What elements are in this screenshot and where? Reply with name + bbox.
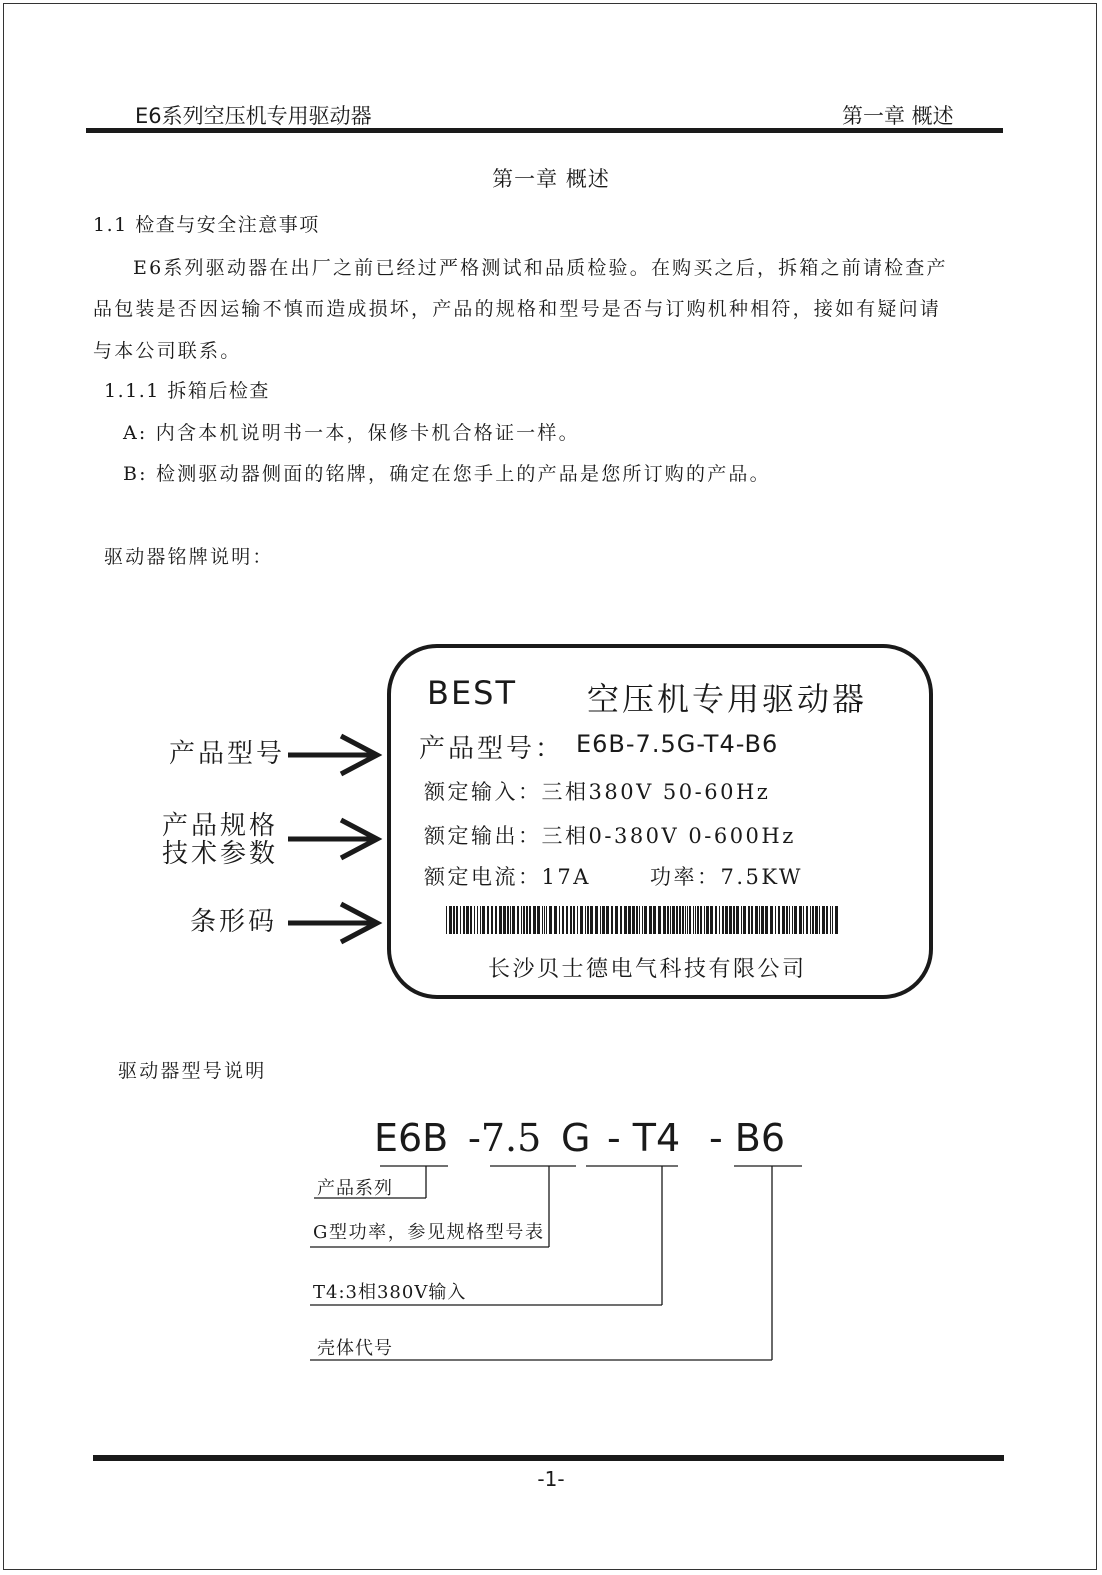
chapter-title: 第一章 概述 [492, 167, 610, 191]
footer-rule [93, 1455, 1004, 1461]
model-code-power-suffix: G [561, 1116, 591, 1160]
model-caption: 驱动器型号说明 [118, 1060, 267, 1082]
nameplate-rated-input: 额定输入：三相380V 50-60Hz [424, 780, 771, 804]
model-desc-housing: 壳体代号 [317, 1338, 393, 1359]
check-item-a: A: 内含本机说明书一本，保修卡机合格证一样。 [123, 422, 580, 444]
model-code-housing: - B6 [709, 1116, 786, 1160]
check-item-b: B: 检测驱动器侧面的铭牌，确定在您手上的产品是您所订购的产品。 [123, 463, 771, 485]
nameplate-brand: BEST [427, 674, 518, 712]
model-code-power-prefix: -7.5 [468, 1116, 542, 1160]
paragraph-line-1: E6系列驱动器在出厂之前已经过严格测试和品质检验。在购买之后，拆箱之前请检查产 [133, 257, 948, 279]
header-rule [86, 128, 1003, 133]
nameplate-rated-output: 额定输出：三相0-380V 0-600Hz [424, 824, 796, 848]
section-heading-1-1-1: 1.1.1 拆箱后检查 [104, 380, 270, 402]
model-desc-voltage: T4:3相380V输入 [313, 1282, 467, 1303]
callout-spec-label-1: 产品规格 [162, 811, 279, 841]
header-right-title: 第一章 概述 [842, 104, 954, 128]
barcode-graphic [446, 906, 842, 934]
nameplate-model-label: 产品型号： [419, 734, 565, 764]
nameplate-caption: 驱动器铭牌说明： [104, 546, 274, 568]
section-heading-1-1: 1.1 检查与安全注意事项 [93, 214, 320, 236]
paragraph-line-2: 品包装是否因运输不慎而造成损坏，产品的规格和型号是否与订购机种相符，接如有疑问请 [93, 298, 942, 320]
arrow-spec [285, 814, 385, 864]
arrow-barcode [285, 898, 385, 948]
page-number: -1- [537, 1467, 565, 1491]
model-code-voltage: - T4 [607, 1116, 681, 1160]
nameplate-model-value: E6B-7.5G-T4-B6 [576, 730, 779, 758]
callout-spec-label-2: 技术参数 [162, 839, 279, 869]
model-desc-power: G型功率，参见规格型号表 [313, 1222, 545, 1243]
arrow-model [285, 730, 385, 780]
nameplate-rated-current: 额定电流：17A [424, 865, 591, 889]
header-left-title: E6系列空压机专用驱动器 [135, 104, 372, 128]
model-desc-series: 产品系列 [317, 1178, 393, 1199]
nameplate-product-name: 空压机专用驱动器 [587, 680, 868, 718]
callout-barcode-label: 条形码 [190, 907, 278, 937]
nameplate-company: 长沙贝士德电气科技有限公司 [488, 957, 807, 982]
callout-model-label: 产品型号 [169, 739, 286, 769]
nameplate-power: 功率：7.5KW [650, 865, 803, 889]
paragraph-line-3: 与本公司联系。 [93, 340, 242, 362]
model-code-series: E6B [374, 1116, 449, 1160]
